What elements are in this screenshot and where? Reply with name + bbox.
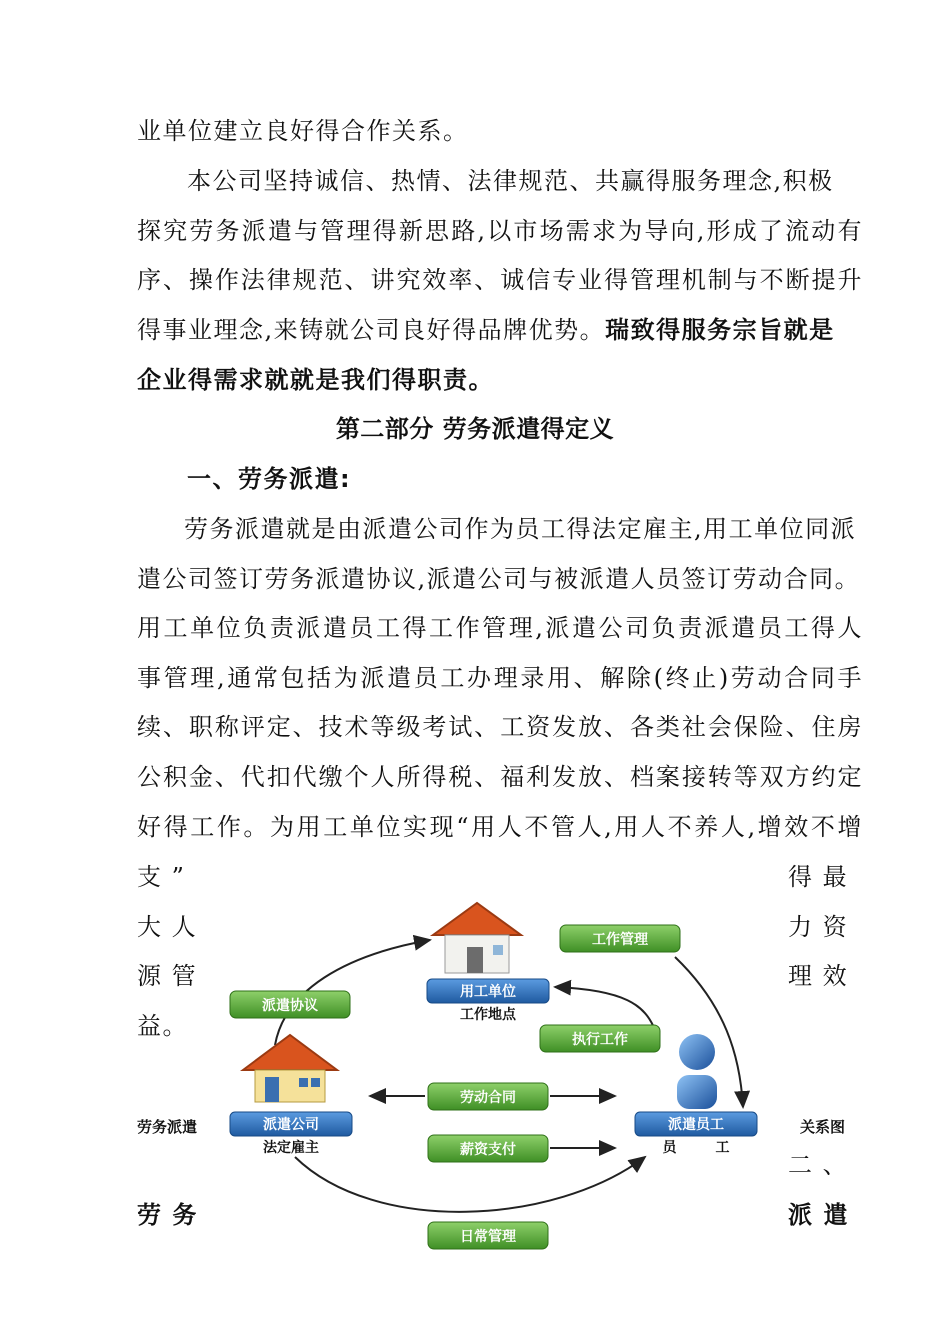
paragraph-line: 续、职称评定、技术等级考试、工资发放、各类社会保险、住房 [137,713,863,741]
paragraph-text: 得事业理念,来铸就公司良好得品牌优势。 [137,316,606,344]
paragraph-line: 劳务派遣就是由派遣公司作为员工得法定雇主,用工单位同派 [184,515,857,543]
figure-caption-right: 关系图 [800,1118,846,1136]
paragraph-line: 业单位建立良好得合作关系。 [137,117,469,145]
svg-text:派遣员工: 派遣员工 [668,1117,724,1133]
paragraph-line [137,313,835,347]
wrap-text-left: 益。 [137,1012,188,1040]
wrap-text-right: 二 、 [788,1151,849,1179]
wrap-text-left: 源 管 [137,962,198,990]
paragraph-bold-line: 企业得需求就就是我们得职责。 [137,366,494,394]
paragraph-line: 用工单位负责派遣员工得工作管理,派遣公司负责派遣员工得人 [137,614,863,642]
svg-text:工作地点: 工作地点 [460,1007,516,1023]
dispatch-agreement-label [230,991,350,1018]
svg-text:劳动合同: 劳动合同 [460,1090,516,1106]
wrap-text-left: 劳 务 [137,1201,198,1229]
employer-house-icon [433,903,521,973]
svg-text:派遣协议: 派遣协议 [262,998,318,1014]
paragraph-line: 遣公司签订劳务派遣协议,派遣公司与被派遣人员签订劳动合同。 [137,565,861,593]
work-management-label [560,925,680,952]
paragraph-line: 序、操作法律规范、讲究效率、诚信专业得管理机制与不断提升 [137,266,863,294]
wrap-text-left: 支 ” [137,863,186,891]
svg-text:薪资支付: 薪资支付 [460,1142,516,1158]
wrap-text-right: 理 效 [788,962,849,990]
svg-text:法定雇主: 法定雇主 [263,1140,319,1156]
arrow-exec-work-to-unit [555,987,655,1030]
execute-work-label [540,1025,660,1052]
svg-text:派遣公司: 派遣公司 [263,1117,319,1133]
person-icon [677,1034,717,1109]
subheading: 一、劳务派遣: [187,465,352,493]
svg-text:员 工: 员 工 [662,1140,730,1156]
figure-caption-left: 劳务派遣 [137,1118,198,1136]
paragraph-bold-text: 瑞致得服务宗旨就是 [605,316,835,344]
labor-contract-label [428,1083,548,1110]
svg-text:工作管理: 工作管理 [592,932,648,948]
daily-management-label [428,1222,548,1249]
paragraph-line: 本公司坚持诚信、热情、法律规范、共赢得服务理念,积极 [187,167,834,195]
paragraph-line: 探究劳务派遣与管理得新思路,以市场需求为导向,形成了流动有 [137,217,863,245]
paragraph-line: 事管理,通常包括为派遣员工办理录用、解除(终止)劳动合同手 [137,664,863,692]
wrap-text-right: 派 遣 [788,1201,849,1229]
section-heading: 第二部分 劳务派遣得定义 [335,415,615,443]
dispatch-relation-diagram [215,895,775,1265]
wrap-text-right: 力 资 [788,913,849,941]
arrow-daily-mgmt [295,1157,645,1212]
svg-text:执行工作: 执行工作 [572,1032,628,1048]
company-house-icon [243,1035,337,1102]
svg-text:用工单位: 用工单位 [460,984,516,1000]
svg-text:日常管理: 日常管理 [460,1229,516,1245]
paragraph-line: 好得工作。为用工单位实现“用人不管人,用人不养人,增效不增 [137,813,863,841]
salary-payment-label [428,1135,548,1162]
dispatch-company-label [230,1112,352,1156]
wrap-text-left: 大 人 [137,913,198,941]
paragraph-line: 公积金、代扣代缴个人所得税、福利发放、档案接转等双方约定 [137,763,863,791]
dispatched-staff-label [635,1112,757,1156]
employer-unit-label [427,979,549,1023]
wrap-text-right: 得 最 [788,863,849,891]
